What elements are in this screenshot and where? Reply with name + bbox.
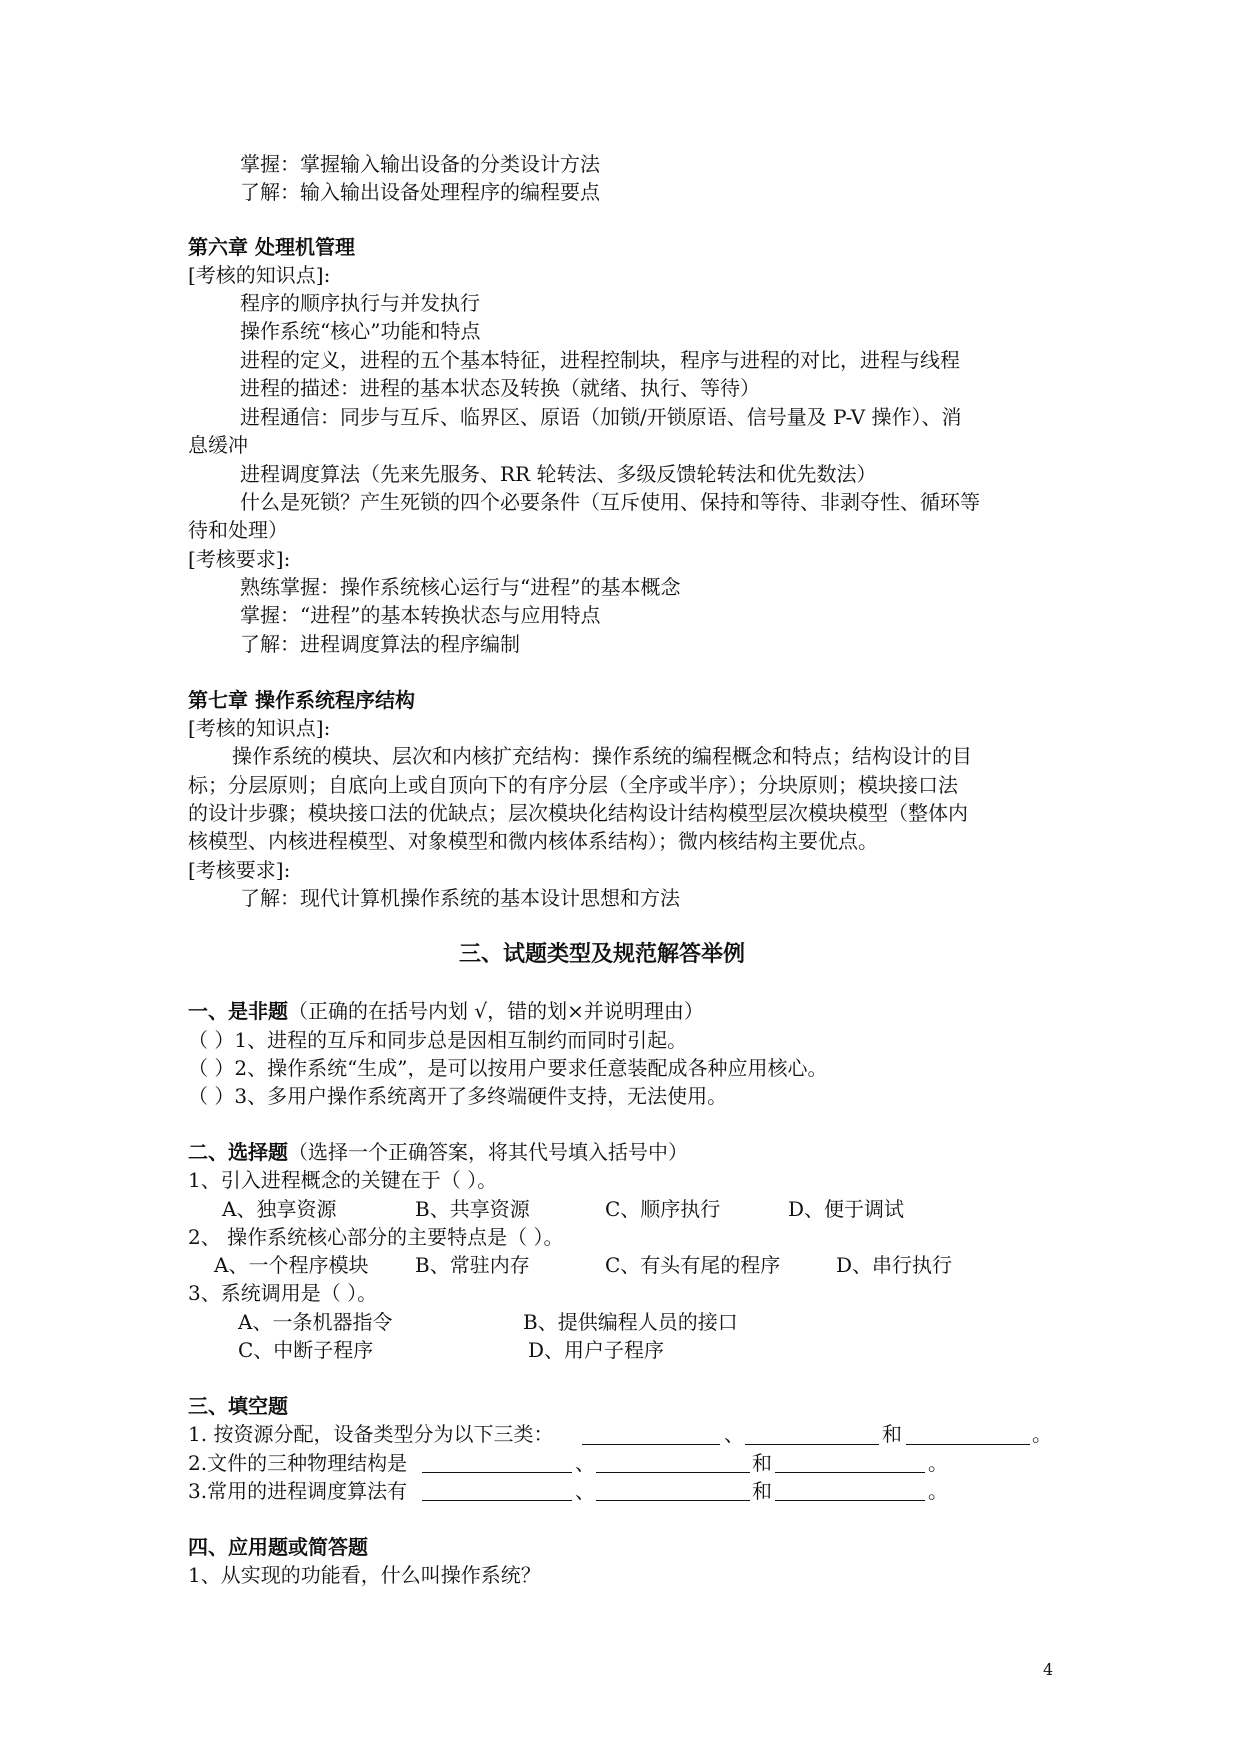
true-false-heading: 一、是非题 <box>188 999 288 1023</box>
fill-blank-line[interactable] <box>775 1500 925 1501</box>
fill-blank-line[interactable] <box>906 1444 1030 1445</box>
chapter6-point: 什么是死锁？产生死锁的四个必要条件（互斥使用、保持和等待、非剥夺性、循环等 <box>240 490 980 514</box>
fill-blank-line[interactable] <box>596 1472 750 1473</box>
fill-blank-line[interactable] <box>422 1500 572 1501</box>
chapter7-knowledge-label: [考核的知识点]: <box>188 716 331 740</box>
fill-blank-separator: 和 <box>752 1479 772 1503</box>
fill-blank-separator: 和 <box>752 1451 772 1475</box>
short-answer-question: 1、从实现的功能看，什么叫操作系统？ <box>188 1563 541 1587</box>
fill-blank-end: 。 <box>928 1451 948 1475</box>
mc-option: A、一个程序模块 <box>214 1253 369 1277</box>
fill-blank-separator: 、 <box>575 1451 595 1475</box>
chapter6-requirement: 掌握：“进程”的基本转换状态与应用特点 <box>240 603 601 627</box>
mc-option: D、串行执行 <box>836 1253 953 1277</box>
fill-blank-heading: 三、填空题 <box>188 1394 288 1418</box>
fill-blank-separator: 、 <box>575 1479 595 1503</box>
chapter6-point-continued: 息缓冲 <box>188 433 248 457</box>
chapter6-point: 操作系统“核心”功能和特点 <box>240 319 481 343</box>
mc-option: D、便于调试 <box>788 1197 905 1221</box>
fill-blank-line[interactable] <box>582 1444 720 1445</box>
true-false-heading-line <box>188 999 704 1023</box>
chapter6-title: 第六章 处理机管理 <box>188 235 355 259</box>
chapter7-paragraph-line: 核模型、内核进程模型、对象模型和微内核体系结构）；微内核结构主要优点。 <box>188 829 878 853</box>
mc-question-stem: 1、引入进程概念的关键在于（ ）。 <box>188 1168 498 1192</box>
chapter6-knowledge-label: [考核的知识点]: <box>188 263 331 287</box>
fill-blank-end: 。 <box>1032 1422 1052 1446</box>
mc-option: C、中断子程序 <box>238 1338 374 1362</box>
fill-blank-separator: 和 <box>882 1422 902 1446</box>
true-false-instruction: （正确的在括号内划 √，错的划×并说明理由） <box>288 999 704 1023</box>
mc-question-stem: 2、 操作系统核心部分的主要特点是（ ）。 <box>188 1225 564 1249</box>
chapter6-requirement: 熟练掌握：操作系统核心运行与“进程”的基本概念 <box>240 575 681 599</box>
page-number: 4 <box>1043 1660 1054 1679</box>
chapter6-point-continued: 待和处理） <box>188 518 288 542</box>
mc-option: B、常驻内存 <box>415 1253 530 1277</box>
fill-blank-line[interactable] <box>775 1472 925 1473</box>
chapter6-requirements-label: [考核要求]: <box>188 547 291 571</box>
true-false-item: （ ）1、进程的互斥和同步总是因相互制约而同时引起。 <box>188 1028 688 1052</box>
mc-option: C、有头有尾的程序 <box>605 1253 781 1277</box>
chapter6-point: 进程通信：同步与互斥、临界区、原语（加锁/开锁原语、信号量及 P-V 操作）、消 <box>240 405 962 429</box>
mc-question-stem: 3、系统调用是（ ）。 <box>188 1281 378 1305</box>
chapter7-requirements-label: [考核要求]: <box>188 858 291 882</box>
fill-blank-q1-prefix: 1. 按资源分配，设备类型分为以下三类： <box>188 1422 554 1446</box>
chapter6-point: 进程的定义，进程的五个基本特征，进程控制块，程序与进程的对比，进程与线程 <box>240 348 960 372</box>
mc-option: C、顺序执行 <box>605 1197 721 1221</box>
mc-option: B、提供编程人员的接口 <box>523 1310 738 1334</box>
fill-blank-end: 。 <box>928 1479 948 1503</box>
ch5-master-line: 掌握：掌握输入输出设备的分类设计方法 <box>240 152 600 176</box>
fill-blank-q2-prefix: 2.文件的三种物理结构是 <box>188 1451 408 1475</box>
chapter6-point: 进程调度算法（先来先服务、RR 轮转法、多级反馈轮转法和优先数法） <box>240 462 877 486</box>
fill-blank-separator: 、 <box>724 1422 744 1446</box>
mc-option: A、一条机器指令 <box>238 1310 393 1334</box>
multiple-choice-heading-line <box>188 1140 688 1164</box>
multiple-choice-heading: 二、选择题 <box>188 1140 288 1164</box>
chapter6-requirement: 了解：进程调度算法的程序编制 <box>240 632 520 656</box>
true-false-item: （ ）3、多用户操作系统离开了多终端硬件支持，无法使用。 <box>188 1084 728 1108</box>
fill-blank-line[interactable] <box>422 1472 572 1473</box>
part3-title: 三、试题类型及规范解答举例 <box>459 942 746 967</box>
fill-blank-line[interactable] <box>596 1500 750 1501</box>
chapter7-requirement: 了解：现代计算机操作系统的基本设计思想和方法 <box>240 886 680 910</box>
mc-option: D、用户子程序 <box>528 1338 665 1362</box>
chapter7-paragraph-line: 标；分层原则；自底向上或自顶向下的有序分层（全序或半序）；分块原则；模块接口法 <box>188 773 958 797</box>
chapter7-title: 第七章 操作系统程序结构 <box>188 688 415 712</box>
chapter6-point: 进程的描述：进程的基本状态及转换（就绪、执行、等待） <box>240 376 760 400</box>
chapter6-point: 程序的顺序执行与并发执行 <box>240 291 480 315</box>
mc-option: B、共享资源 <box>415 1197 530 1221</box>
fill-blank-line[interactable] <box>745 1444 879 1445</box>
true-false-item: （ ）2、操作系统“生成”，是可以按用户要求任意装配成各种应用核心。 <box>188 1056 828 1080</box>
short-answer-heading: 四、应用题或简答题 <box>188 1535 368 1559</box>
chapter7-paragraph-line: 的设计步骤；模块接口法的优缺点；层次模块化结构设计结构模型层次模块模型（整体内 <box>188 801 968 825</box>
fill-blank-q3-prefix: 3.常用的进程调度算法有 <box>188 1479 408 1503</box>
ch5-understand-line: 了解：输入输出设备处理程序的编程要点 <box>240 180 600 204</box>
chapter7-paragraph-line: 操作系统的模块、层次和内核扩充结构：操作系统的编程概念和特点；结构设计的目 <box>232 744 972 768</box>
mc-option: A、独享资源 <box>222 1197 337 1221</box>
multiple-choice-instruction: （选择一个正确答案，将其代号填入括号中） <box>288 1140 688 1164</box>
